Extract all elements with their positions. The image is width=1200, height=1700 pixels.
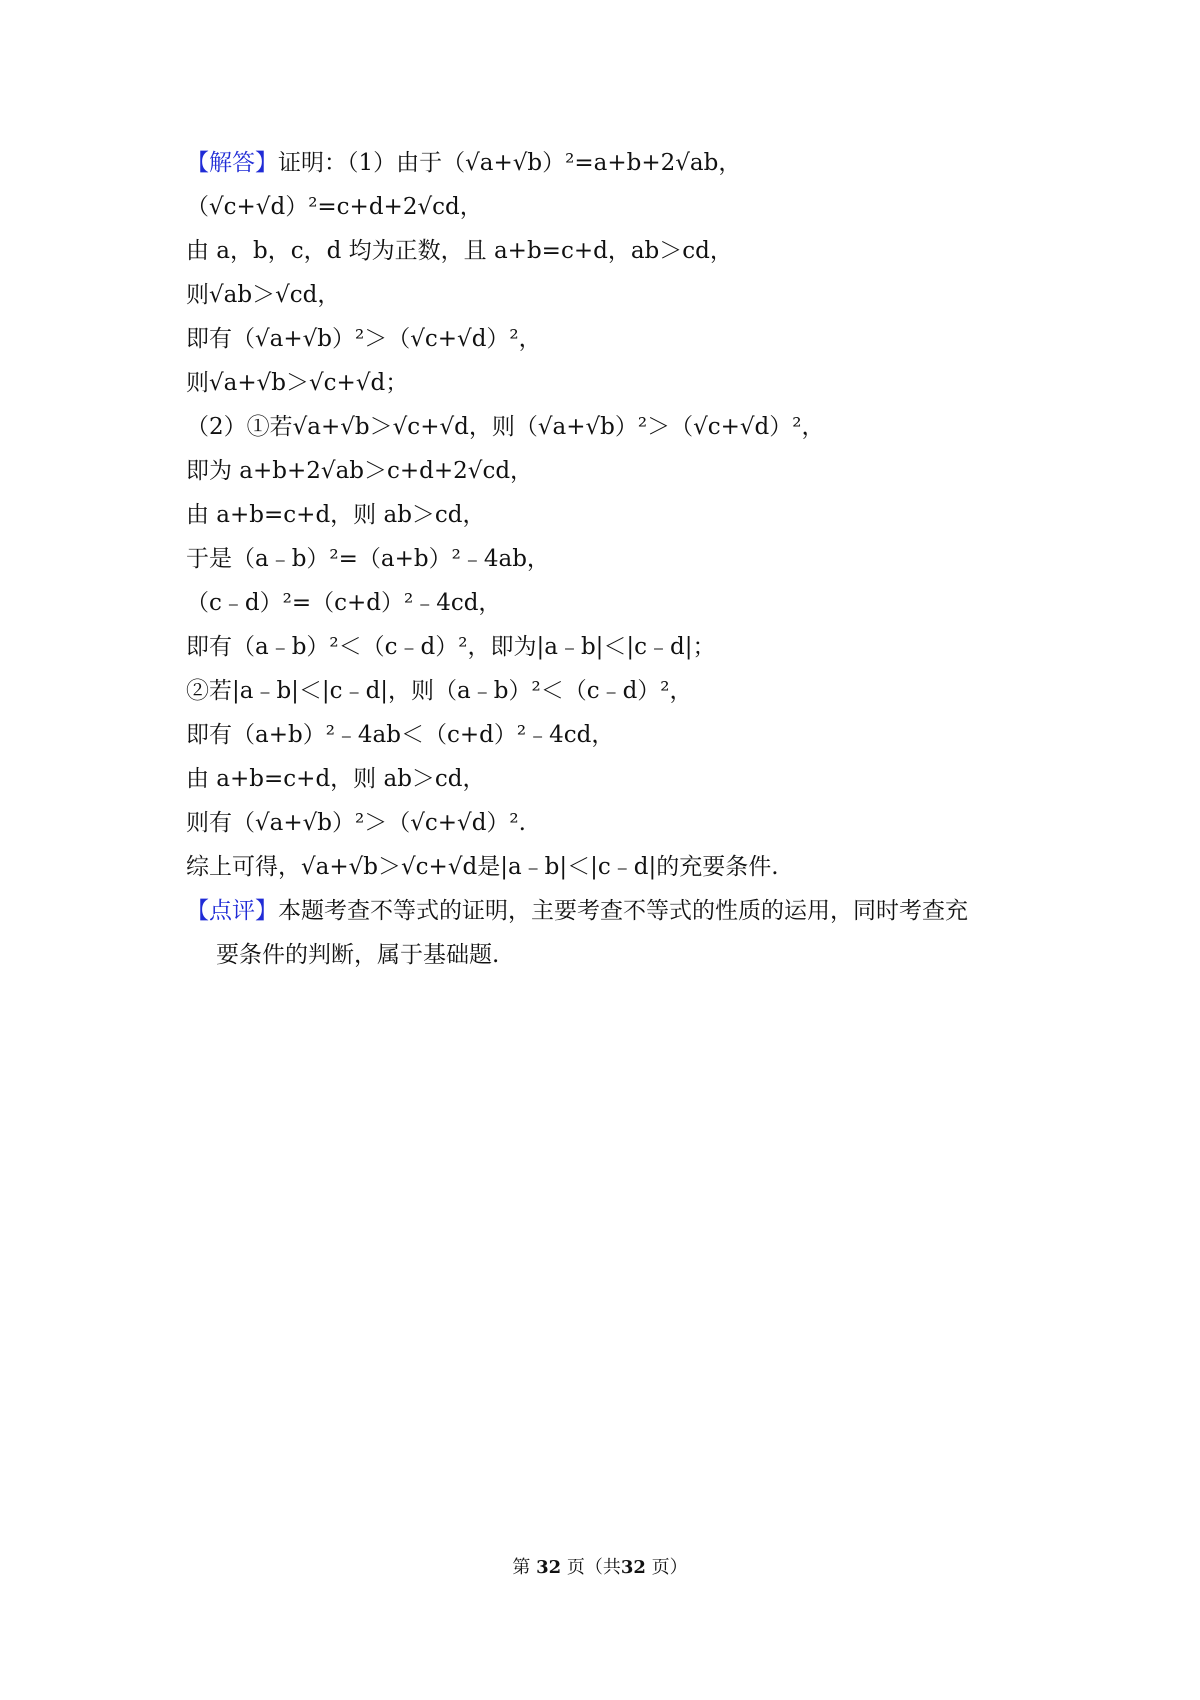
solution-text: （c﹣d）²=（c+d）²﹣4cd， bbox=[186, 590, 502, 616]
review-label: 【点评】 bbox=[186, 898, 278, 924]
footer-prefix: 第 bbox=[512, 1557, 531, 1578]
review-text: 要条件的判断，属于基础题. bbox=[216, 942, 500, 968]
solution-line-12 bbox=[186, 630, 716, 664]
solution-text: 综上可得，√a+√b＞√c+√d是|a﹣b|＜|c﹣d|的充要条件. bbox=[186, 854, 779, 880]
review-line-1 bbox=[186, 894, 968, 928]
solution-line-14 bbox=[186, 718, 614, 752]
solution-text: 由 a+b=c+d，则 ab＞cd， bbox=[186, 766, 486, 792]
solution-line-10 bbox=[186, 542, 550, 576]
review-line-2 bbox=[216, 938, 499, 972]
page-footer bbox=[0, 1556, 1200, 1580]
solution-line-3 bbox=[186, 234, 733, 268]
footer-page-number: 32 bbox=[536, 1557, 562, 1578]
solution-line-17 bbox=[186, 850, 779, 884]
solution-line-5 bbox=[186, 322, 542, 356]
solution-text: 由 a+b=c+d，则 ab＞cd， bbox=[186, 502, 486, 528]
footer-middle: 页（共 bbox=[566, 1557, 621, 1578]
solution-text: 即有（a+b）²﹣4ab＜（c+d）²﹣4cd， bbox=[186, 722, 615, 748]
solution-text: 即有（a﹣b）²＜（c﹣d）²，即为|a﹣b|＜|c﹣d|； bbox=[186, 634, 716, 660]
solution-text: 于是（a﹣b）²=（a+b）²﹣4ab， bbox=[186, 546, 550, 572]
solution-text: 即有（√a+√b）²＞（√c+√d）²， bbox=[186, 326, 542, 352]
solution-line-9 bbox=[186, 498, 486, 532]
solution-text: 则√a+√b＞√c+√d； bbox=[186, 370, 409, 396]
solution-text: （√c+√d）²=c+d+2√cd， bbox=[186, 194, 483, 220]
review-text: 本题考查不等式的证明，主要考查不等式的性质的运用，同时考查充 bbox=[278, 898, 968, 924]
solution-text: 即为 a+b+2√ab＞c+d+2√cd， bbox=[186, 458, 534, 484]
solution-text: 由 a，b，c，d 均为正数，且 a+b=c+d，ab＞cd， bbox=[186, 238, 733, 264]
solution-line-8 bbox=[186, 454, 533, 488]
footer-suffix: 页） bbox=[651, 1557, 688, 1578]
solution-line-7 bbox=[186, 410, 825, 444]
solution-line-2 bbox=[186, 190, 483, 224]
solution-text: 则√ab＞√cd， bbox=[186, 282, 341, 308]
answer-label: 【解答】 bbox=[186, 150, 278, 176]
solution-line-4 bbox=[186, 278, 340, 312]
solution-line-6 bbox=[186, 366, 408, 400]
footer-total-pages: 32 bbox=[620, 1557, 646, 1578]
solution-text: ②若|a﹣b|＜|c﹣d|，则（a﹣b）²＜（c﹣d）²， bbox=[186, 678, 693, 704]
solution-text: 证明：（1）由于（√a+√b）²=a+b+2√ab， bbox=[278, 150, 742, 176]
solution-line-15 bbox=[186, 762, 486, 796]
solution-text: 则有（√a+√b）²＞（√c+√d）². bbox=[186, 810, 526, 836]
solution-line-11 bbox=[186, 586, 501, 620]
solution-text: （2）①若√a+√b＞√c+√d，则（√a+√b）²＞（√c+√d）²， bbox=[186, 414, 825, 440]
solution-line-16 bbox=[186, 806, 526, 840]
solution-line-13 bbox=[186, 674, 693, 708]
solution-line-1 bbox=[186, 146, 741, 180]
